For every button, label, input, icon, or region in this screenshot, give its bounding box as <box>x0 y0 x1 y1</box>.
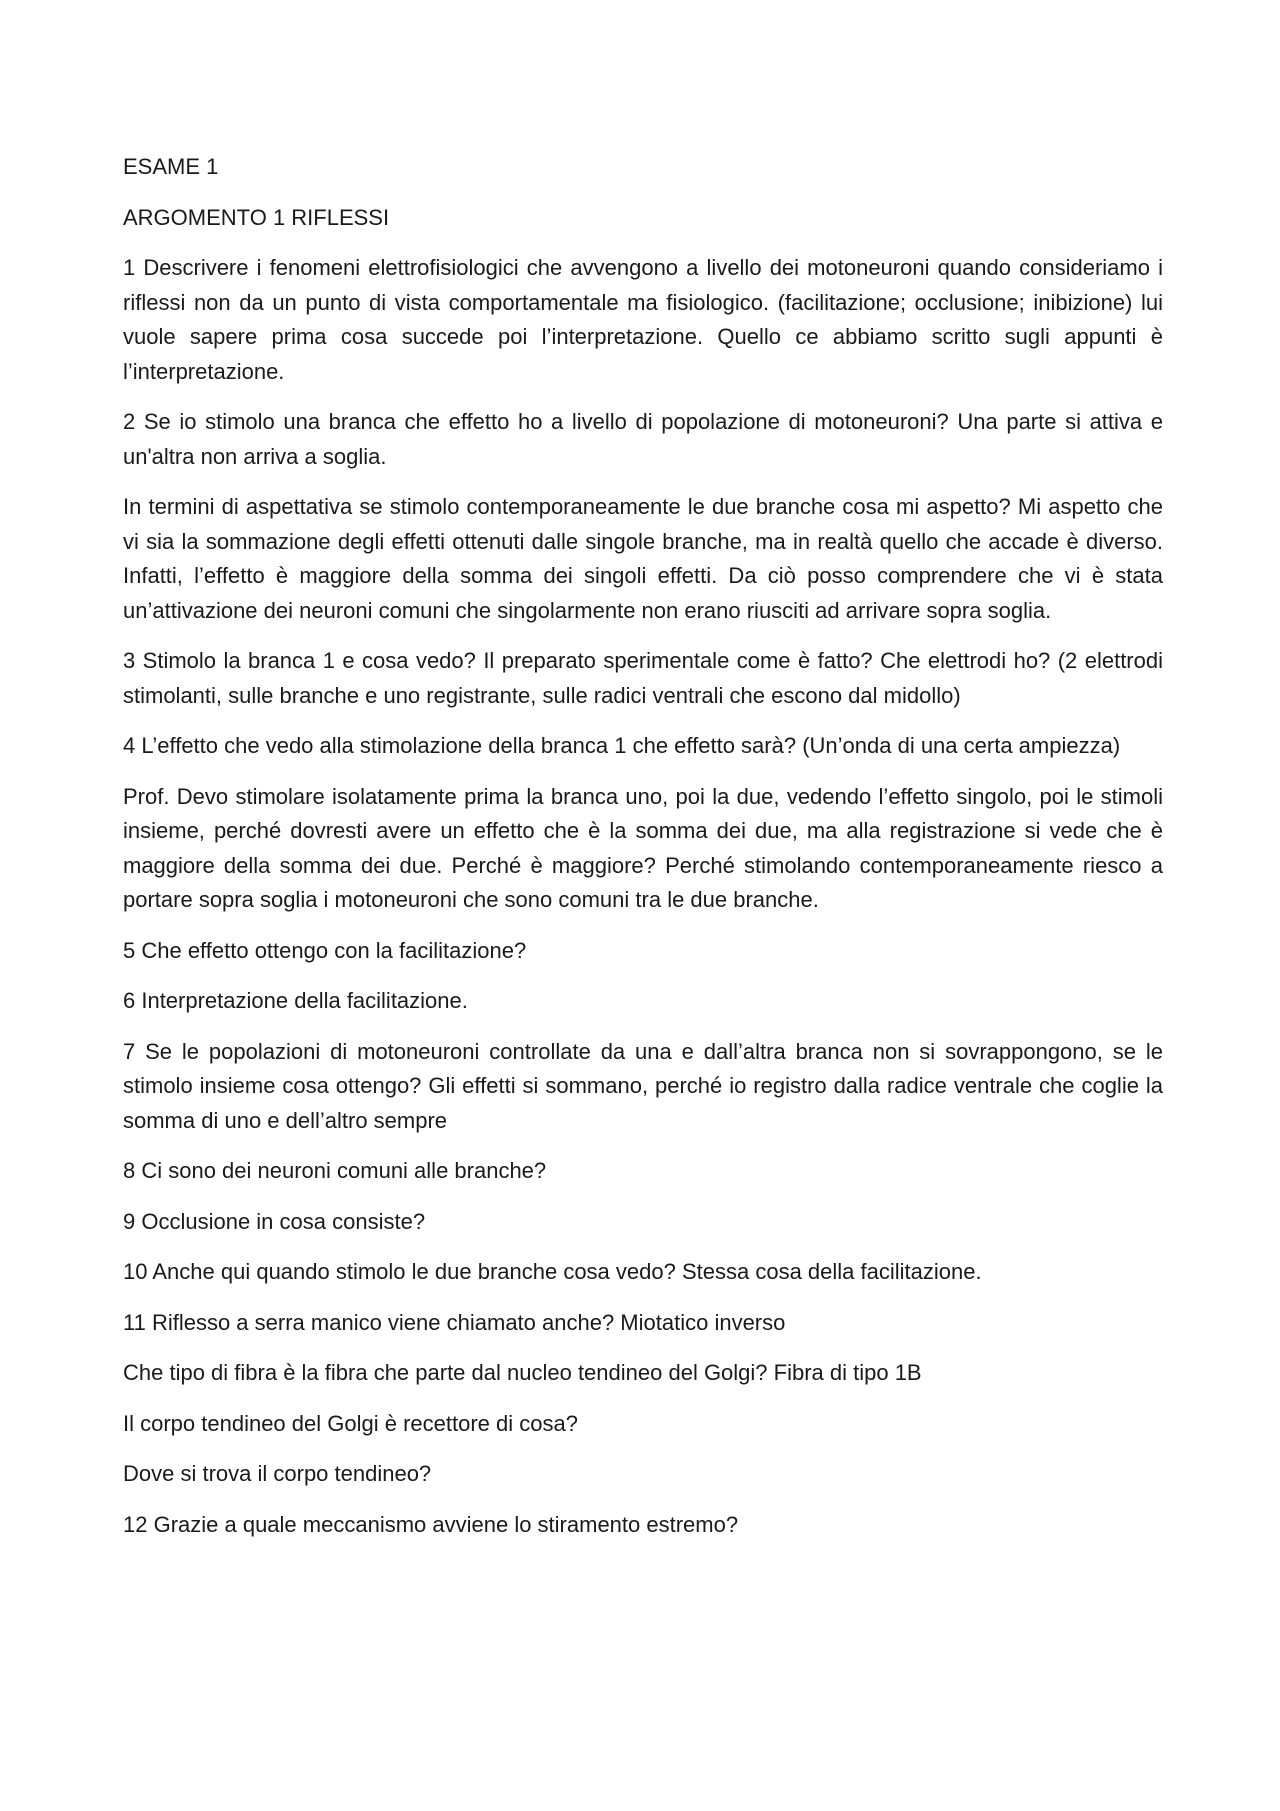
paragraph-question-5: 5 Che effetto ottengo con la facilitazione? <box>123 937 527 963</box>
paragraph-question-10: 10 Anche qui quando stimolo le due branche cosa vedo? Stessa cosa della facilitazione. <box>123 1259 982 1284</box>
paragraph-question-2: 2 Se io stimolo una branca che effetto ho a livello di popolazione di motoneuroni? Una parte si attiva e un'altra non arriva a soglia. <box>123 409 1163 469</box>
paragraph-question-6: 6 Interpretazione della facilitazione. <box>123 988 468 1013</box>
paragraph-prof-note: Prof. Devo stimolare isolatamente prima la branca uno, poi la due, vedendo l’effetto singolo, poi le stimoli insieme, perché dovresti avere un effetto che è la somma dei due, ma alla registrazione si vede che è maggiore della somma dei due. Perché è maggiore? Perché stimolando contemporaneamente riesco a portare sopra soglia i motoneuroni che sono comuni tra le due branche. <box>123 783 1163 912</box>
document-page <box>123 150 1163 1558</box>
paragraph-question-9: 9 Occlusione in cosa consiste? <box>123 1208 426 1234</box>
paragraph-expectation: In termini di aspettativa se stimolo contemporaneamente le due branche cosa mi aspetto? Mi aspetto che vi sia la sommazione degli effetti ottenuti dalle singole branche, ma in realtà quello che accade è diverso. Infatti, l’effetto è maggiore della somma dei singoli effetti. Da ciò posso comprendere che vi è stata un’attivazione dei neuroni comuni che singolarmente non erano riusciti ad arrivare sopra soglia. <box>123 494 1163 623</box>
paragraph-question-12: 12 Grazie a quale meccanismo avviene lo stiramento estremo? <box>123 1511 739 1537</box>
document-heading: ESAME 1 <box>123 154 219 179</box>
paragraph-question-8: 8 Ci sono dei neuroni comuni alle branche? <box>123 1158 547 1183</box>
paragraph-question-1: 1 Descrivere i fenomeni elettrofisiologici che avvengono a livello dei motoneuroni quando consideriamo i riflessi non da un punto di vista comportamentale ma fisiologico. (facilitazione; occlusione; inibizione) lui vuole sapere prima cosa succede poi l’interpretazione. Quello ce abbiamo scritto sugli appunti è l’interpretazione. <box>123 255 1163 384</box>
paragraph-fiber-type: Che tipo di fibra è la fibra che parte dal nucleo tendineo del Golgi? Fibra di tipo 1B <box>123 1360 922 1385</box>
paragraph-question-4: 4 L’effetto che vedo alla stimolazione della branca 1 che effetto sarà? (Un’onda di una certa ampiezza) <box>123 733 1121 758</box>
document-subheading: ARGOMENTO 1 RIFLESSI <box>123 204 390 230</box>
paragraph-question-11: 11 Riflesso a serra manico viene chiamato anche? Miotatico inverso <box>123 1309 786 1335</box>
paragraph-golgi-receptor: Il corpo tendineo del Golgi è recettore di cosa? <box>123 1410 578 1436</box>
paragraph-question-7: 7 Se le popolazioni di motoneuroni controllate da una e dall’altra branca non si sovrappongono, se le stimolo insieme cosa ottengo? Gli effetti si sommano, perché io registro dalla radice ventrale che coglie la somma di uno e dell’altro sempre <box>123 1038 1163 1133</box>
paragraph-golgi-location: Dove si trova il corpo tendineo? <box>123 1461 432 1486</box>
paragraph-question-3: 3 Stimolo la branca 1 e cosa vedo? Il preparato sperimentale come è fatto? Che elettrodi ho? (2 elettrodi stimolanti, sulle branche e uno registrante, sulle radici ventrali che escono dal midollo) <box>123 648 1163 708</box>
